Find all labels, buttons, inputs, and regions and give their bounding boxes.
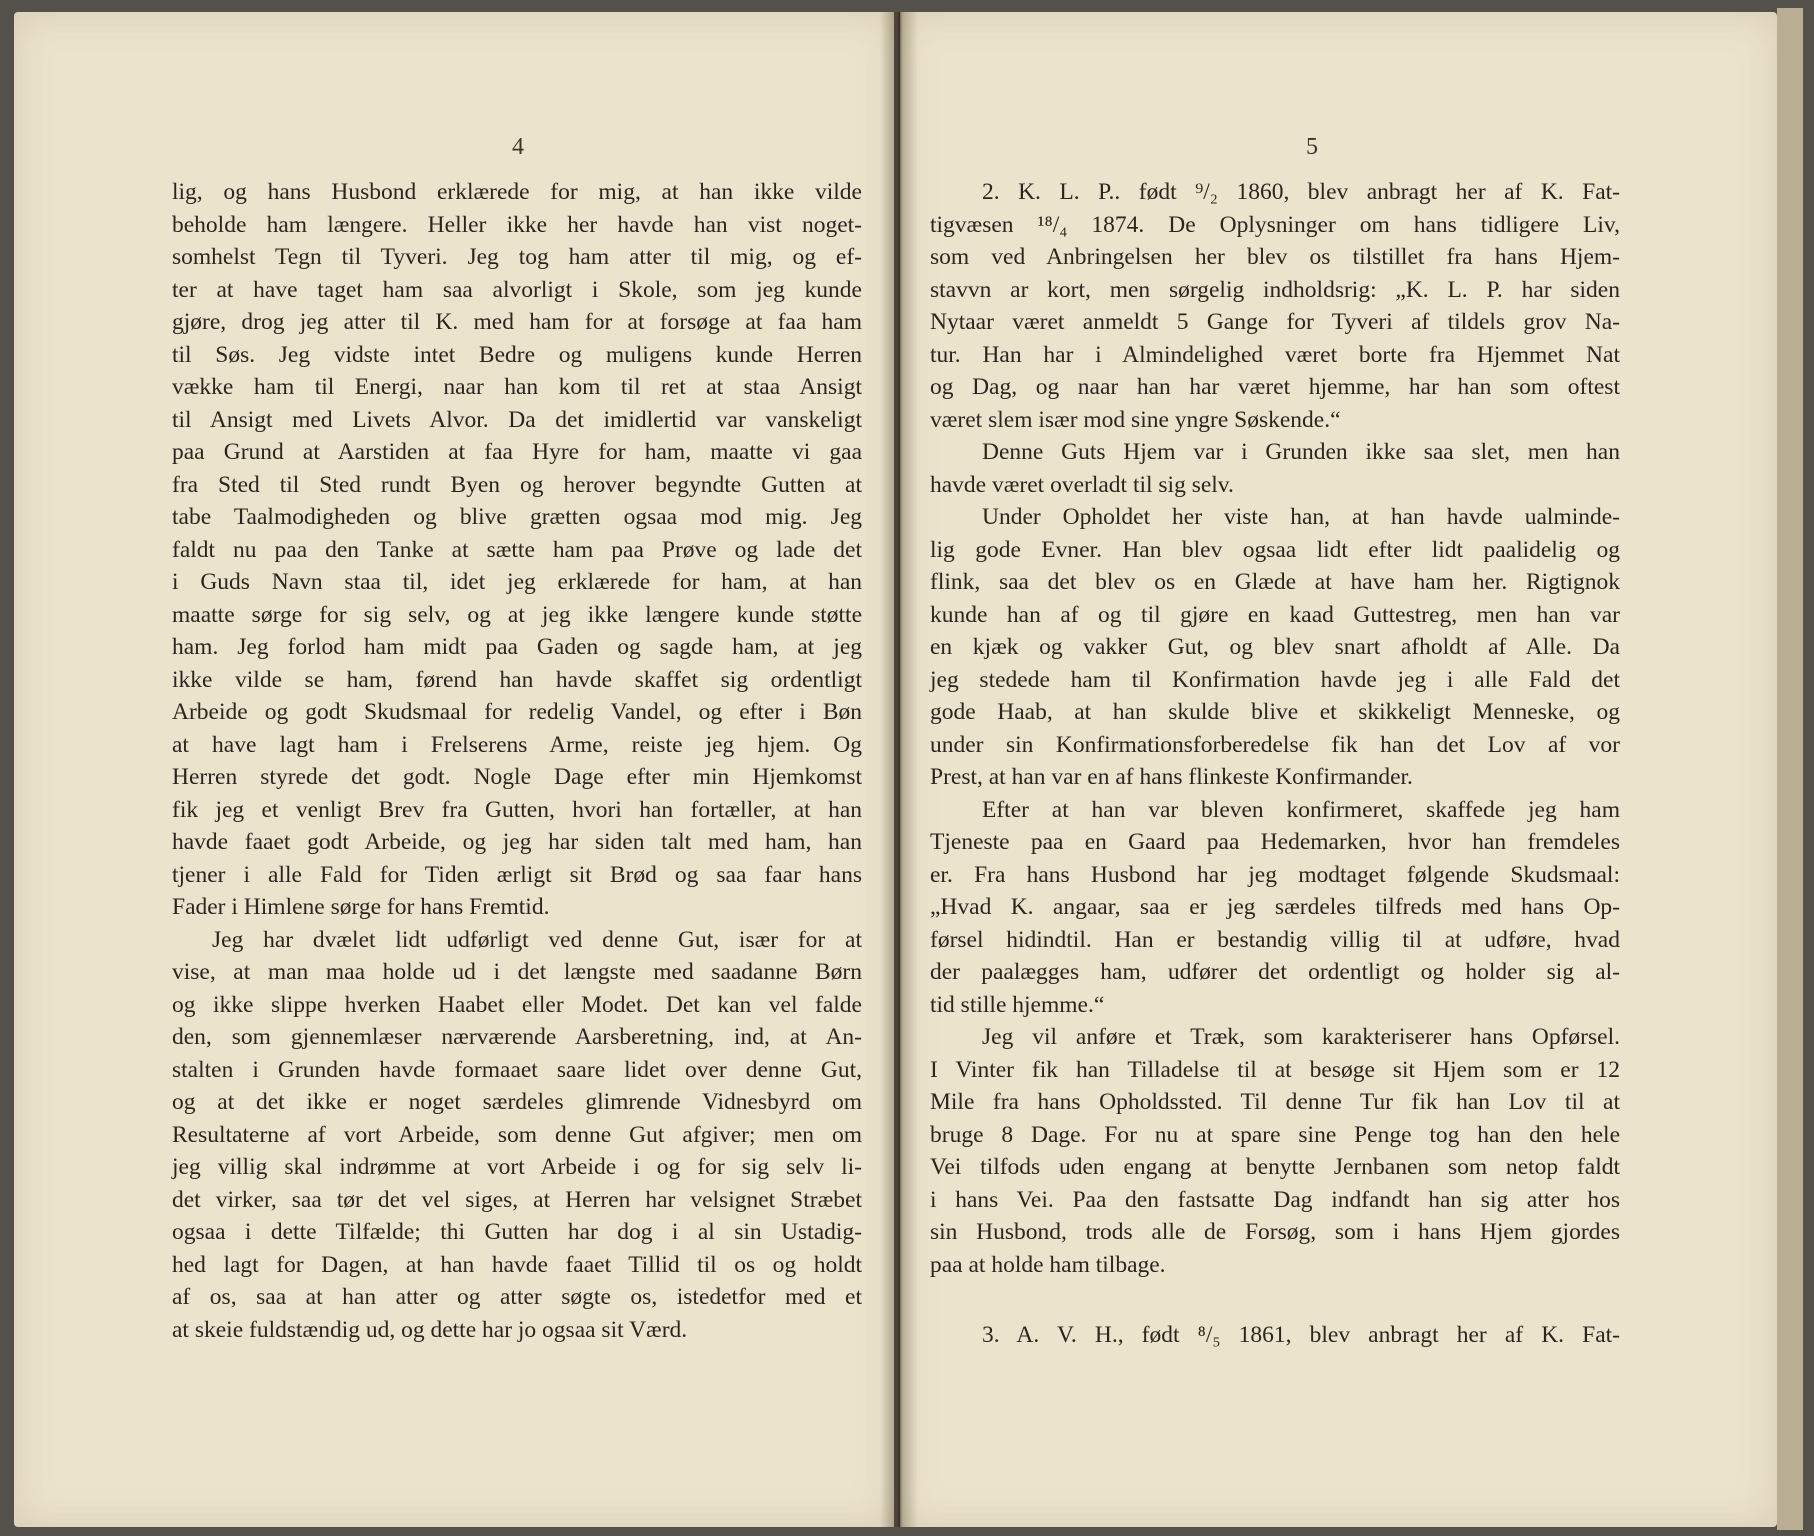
text-line: tid stille hjemme.“ — [930, 991, 1105, 1018]
text-line: det virker, saa tør det vel siges, at Herren har velsignet Stræbet — [172, 1186, 862, 1213]
book-gutter — [880, 12, 918, 1527]
text-line: Jeg vil anføre et Træk, som karakteriserer hans Opførsel. — [982, 1024, 1620, 1050]
text-line: Under Opholdet her viste han, at han havde ualminde- — [982, 504, 1620, 530]
text-line: ogsaa i dette Tilfælde; thi Gutten har dog i al sin Ustadig- — [172, 1219, 862, 1245]
text-line: i hans Vei. Paa den fastsatte Dag indfandt han sig atter hos — [930, 1186, 1620, 1213]
text-line: beholde ham længere. Heller ikke her havde han vist noget- — [172, 211, 862, 238]
text-line: lig gode Evner. Han blev ogsaa lidt efter lidt paalidelig og — [930, 536, 1620, 563]
text-line: af os, saa at han atter og atter søgte os, istedetfor med et — [172, 1284, 862, 1310]
text-line: Tjeneste paa en Gaard paa Hedemarken, hvor han fremdeles — [930, 829, 1620, 855]
page-number: 5 — [1306, 134, 1318, 160]
text-line: 2. K. L. P.. født ⁹/₂ 1860, blev anbragt her af K. Fat- — [982, 179, 1620, 205]
text-line: og at det ikke er noget særdeles glimrende Vidnesbyrd om — [172, 1089, 862, 1115]
text-line: ham. Jeg forlod ham midt paa Gaden og sagde ham, at jeg — [172, 634, 862, 660]
text-line: der paalægges ham, udfører det ordentligt og holder sig al- — [930, 959, 1620, 985]
text-line: den, som gjennemlæser nærværende Aarsberetning, ind, at An- — [172, 1024, 862, 1050]
text-line: gode Haab, at han skulde blive et skikkeligt Menneske, og — [930, 699, 1620, 725]
text-line: jeg villig skal indrømme at vort Arbeide i og for sig selv li- — [172, 1154, 862, 1180]
text-line: at skeie fuldstændig ud, og dette har jo ogsaa sit Værd. — [172, 1316, 688, 1343]
text-line: Efter at han var bleven konfirmeret, skaffede jeg ham — [982, 796, 1620, 823]
text-line: tigvæsen ¹⁸/₄ 1874. De Oplysninger om hans tidligere Liv, — [930, 211, 1620, 238]
text-line: Denne Guts Hjem var i Grunden ikke saa slet, men han — [982, 439, 1620, 465]
text-line: og ikke slippe hverken Haabet eller Modet. Det kan vel falde — [172, 991, 862, 1018]
text-line: „Hvad K. angaar, saa er jeg særdeles tilfreds med hans Op- — [930, 894, 1620, 920]
text-line: jeg stedede ham til Konfirmation havde jeg i alle Fald det — [930, 666, 1620, 693]
right-page-text — [930, 176, 1620, 1352]
text-line: havde faaet godt Arbeide, og jeg har siden talt med ham, han — [172, 829, 862, 855]
text-line: i Guds Navn staa til, idet jeg erklærede for ham, at han — [172, 569, 862, 595]
text-line: vække ham til Energi, naar han kom til ret at staa Ansigt — [172, 374, 862, 400]
text-line: lig, og hans Husbond erklærede for mig, at han ikke vilde — [172, 179, 862, 205]
text-line: stavvn ar kort, men sørgelig indholdsrig: „K. L. P. har siden — [930, 276, 1620, 303]
section-gap — [930, 1281, 1620, 1319]
text-line: Herren styrede det godt. Nogle Dage efter min Hjemkomst — [172, 764, 862, 790]
text-line: fik jeg et venligt Brev fra Gutten, hvori han fortæller, at han — [172, 796, 862, 823]
text-line: Vei tilfods uden engang at benytte Jernbanen som netop faldt — [930, 1154, 1620, 1180]
text-line: ikke vilde se ham, førend han havde skaffet sig ordentligt — [172, 666, 862, 693]
text-line: gjøre, drog jeg atter til K. med ham for at forsøge at faa ham — [172, 309, 862, 335]
text-line: bruge 8 Dage. For nu at spare sine Penge tog han den hele — [930, 1121, 1620, 1148]
text-line: Arbeide og godt Skudsmaal for redelig Vandel, og efter i Bøn — [172, 699, 862, 725]
text-line: Resultaterne af vort Arbeide, som denne Gut afgiver; men om — [172, 1121, 862, 1148]
left-page-text — [172, 176, 862, 1346]
text-line: førsel hidindtil. Han er bestandig villig til at udføre, hvad — [930, 926, 1620, 953]
text-line: tur. Han har i Almindelighed været borte fra Hjemmet Nat — [930, 341, 1620, 368]
text-line: 3. A. V. H., født ⁸/₅ 1861, blev anbragt her af K. Fat- — [982, 1322, 1620, 1348]
text-line: somhelst Tegn til Tyveri. Jeg tog ham atter til mig, og ef- — [172, 244, 862, 270]
text-line: at have lagt ham i Frelserens Arme, reiste jeg hjem. Og — [172, 731, 862, 758]
text-line: en kjæk og vakker Gut, og blev snart afholdt af Alle. Da — [930, 634, 1620, 660]
text-line: Fader i Himlene sørge for hans Fremtid. — [172, 894, 550, 920]
text-line: tabe Taalmodigheden og blive grætten ogsaa mod mig. Jeg — [172, 504, 862, 530]
text-line: I Vinter fik han Tilladelse til at besøge sit Hjem som er 12 — [930, 1056, 1620, 1083]
text-line: Nytaar været anmeldt 5 Gange for Tyveri af tildels grov Na- — [930, 309, 1620, 335]
text-line: hed lagt for Dagen, at han havde faaet Tillid til os og holdt — [172, 1251, 862, 1278]
text-line: sin Husbond, trods alle de Forsøg, som i hans Hjem gjordes — [930, 1219, 1620, 1245]
text-line: er. Fra hans Husbond har jeg modtaget følgende Skudsmaal: — [930, 861, 1620, 888]
page-edge — [1777, 8, 1803, 1530]
text-line: været slem især mod sine yngre Søskende.“ — [930, 406, 1341, 433]
text-line: kunde han af og til gjøre en kaad Guttestreg, men han var — [930, 601, 1620, 628]
text-line: paa Grund at Aarstiden at faa Hyre for ham, maatte vi gaa — [172, 439, 862, 465]
text-line: Jeg har dvælet lidt udførligt ved denne Gut, især for at — [212, 926, 862, 953]
text-line: til Søs. Jeg vidste intet Bedre og muligens kunde Herren — [172, 341, 862, 368]
text-line: Mile fra hans Opholdssted. Til denne Tur fik han Lov til at — [930, 1089, 1620, 1115]
text-line: som ved Anbringelsen her blev os tilstillet fra hans Hjem- — [930, 244, 1620, 270]
text-line: tjener i alle Fald for Tiden ærligt sit Brød og saa faar hans — [172, 861, 862, 888]
text-line: og Dag, og naar han har været hjemme, har han som oftest — [930, 374, 1620, 400]
text-line: faldt nu paa den Tanke at sætte ham paa Prøve og lade det — [172, 536, 862, 563]
text-line: til Ansigt med Livets Alvor. Da det imidlertid var vanskeligt — [172, 406, 862, 433]
text-line: maatte sørge for sig selv, og at jeg ikke længere kunde støtte — [172, 601, 862, 628]
text-line: fra Sted til Sted rundt Byen og herover begyndte Gutten at — [172, 471, 862, 498]
page-number: 4 — [512, 134, 524, 160]
text-line: stalten i Grunden havde formaaet saare lidet over denne Gut, — [172, 1056, 862, 1083]
text-line: ter at have taget ham saa alvorligt i Skole, som jeg kunde — [172, 276, 862, 303]
text-line: vise, at man maa holde ud i det længste med saadanne Børn — [172, 959, 862, 985]
text-line: havde været overladt til sig selv. — [930, 471, 1234, 498]
text-line: under sin Konfirmationsforberedelse fik han det Lov af vor — [930, 731, 1620, 758]
text-line: paa at holde ham tilbage. — [930, 1251, 1166, 1278]
text-line: flink, saa det blev os en Glæde at have ham her. Rigtignok — [930, 569, 1620, 595]
text-line: Prest, at han var en af hans flinkeste Konfirmander. — [930, 764, 1413, 790]
